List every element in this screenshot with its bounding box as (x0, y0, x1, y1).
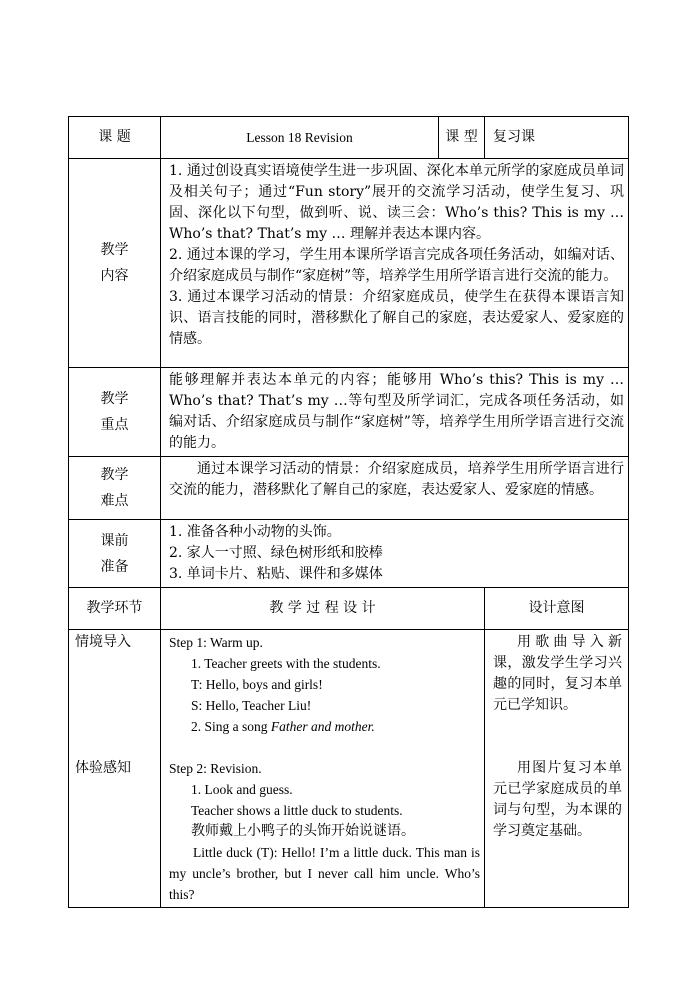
key-points-text (161, 368, 629, 457)
content-item-2: 2. 通过本课的学习，学生用本课所学语言完成各项任务活动，如编对话、介绍家庭成员与制作“家庭树”等，培养学生用所学语言进行交流的能力。 (169, 247, 624, 284)
stage-experience: 体验感知 (75, 760, 131, 776)
content-label-line1: 教学 (100, 242, 129, 258)
preparation-item: 2. 家人一寸照、绿色树形纸和胶棒 (169, 545, 383, 561)
preparation-label-line1: 课前 (100, 532, 129, 549)
lesson-plan-table (68, 116, 629, 908)
content-text (161, 159, 629, 368)
difficulties-label-line2: 难点 (100, 493, 129, 509)
key-points-label-line1: 教学 (100, 391, 129, 407)
process-header-design: 教 学 过 程 设 计 (161, 588, 485, 630)
process-intent (485, 630, 629, 908)
preparation-row (69, 520, 629, 588)
intent-1: 用歌曲导入新课，激发学生学习兴趣的同时，复习本单元已学知识。 (493, 634, 622, 713)
process-steps (161, 630, 485, 908)
key-points-paragraph: 能够理解并表达本单元的内容；能够用 Who’s this? This is my … Who’s that? That’s my …等句型及所学词汇，完成各项任务活动，如编对话、介绍家庭成员与制作“家庭树”等，培养学生用所学语言进行交流的能力。 (169, 372, 624, 451)
step1-line: S: Hello, Teacher Liu! (191, 698, 312, 713)
process-header-row (69, 588, 629, 630)
key-points-label (69, 368, 161, 457)
process-row (69, 630, 629, 908)
difficulties-label-line1: 教学 (100, 467, 129, 483)
stage-situation: 情境导入 (75, 634, 131, 650)
preparation-item: 3. 单词卡片、粘贴、课件和多媒体 (169, 566, 383, 582)
preparation-list (161, 520, 629, 588)
content-label-line2: 内容 (100, 268, 129, 284)
step2-line: 教师戴上小鸭子的头饰开始说谜语。 (191, 823, 415, 839)
process-stages (69, 630, 161, 908)
difficulties-text (161, 457, 629, 520)
difficulties-label (69, 457, 161, 520)
step2-riddle: Little duck (T): Hello! I’m a little duck. This man is my uncle’s brother, but I never call him uncle. Who’s this? (169, 845, 480, 902)
step2-line: Teacher shows a little duck to students. (191, 803, 403, 818)
type-label: 课 型 (439, 117, 485, 159)
type-value: 复习课 (485, 117, 629, 159)
header-row (69, 117, 629, 159)
key-points-row (69, 368, 629, 457)
step1-line: 1. Teacher greets with the students. (191, 656, 381, 671)
step2-line: 1. Look and guess. (191, 782, 293, 797)
process-header-stage: 教学环节 (69, 588, 161, 630)
process-header-intent: 设计意图 (485, 588, 629, 630)
step1-title: Step 1: Warm up. (169, 635, 263, 650)
lesson-plan-sheet (68, 116, 628, 908)
topic-label: 课 题 (69, 117, 161, 159)
step1-song-line (169, 716, 480, 737)
preparation-item: 1. 准备各种小动物的头饰。 (169, 524, 341, 540)
step1-song-prefix: 2. Sing a song (191, 719, 271, 734)
preparation-label (69, 520, 161, 588)
content-item-1: 1. 通过创设真实语境使学生进一步巩固、深化本单元所学的家庭成员单词及相关句子；通过“Fun story”展开的交流学习活动，使学生复习、巩固、深化以下句型，做到听、说、读三会：Who’s this? This is my … Who’s that? That’s my … 理解并表达本课内容。 (169, 163, 624, 242)
topic-value: Lesson 18 Revision (161, 117, 439, 159)
difficulties-paragraph: 通过本课学习活动的情景：介绍家庭成员，培养学生用所学语言进行交流的能力，潜移默化了解自己的家庭，表达爱家人、爱家庭的情感。 (169, 461, 624, 498)
content-row (69, 159, 629, 368)
content-label (69, 159, 161, 368)
difficulties-row (69, 457, 629, 520)
step1-line: T: Hello, boys and girls! (191, 677, 323, 692)
intent-2: 用图片复习本单元已学家庭成员的单词与句型，为本课的学习奠定基础。 (493, 760, 622, 839)
song-title: Father and mother. (270, 719, 375, 734)
key-points-label-line2: 重点 (100, 417, 129, 433)
preparation-label-line2: 准备 (100, 558, 129, 575)
step2-title: Step 2: Revision. (169, 761, 262, 776)
content-item-3: 3. 通过本课学习活动的情景：介绍家庭成员，使学生在获得本课语言知识、语言技能的同时，潜移默化了解自己的家庭，表达爱家人、爱家庭的情感。 (169, 289, 624, 347)
